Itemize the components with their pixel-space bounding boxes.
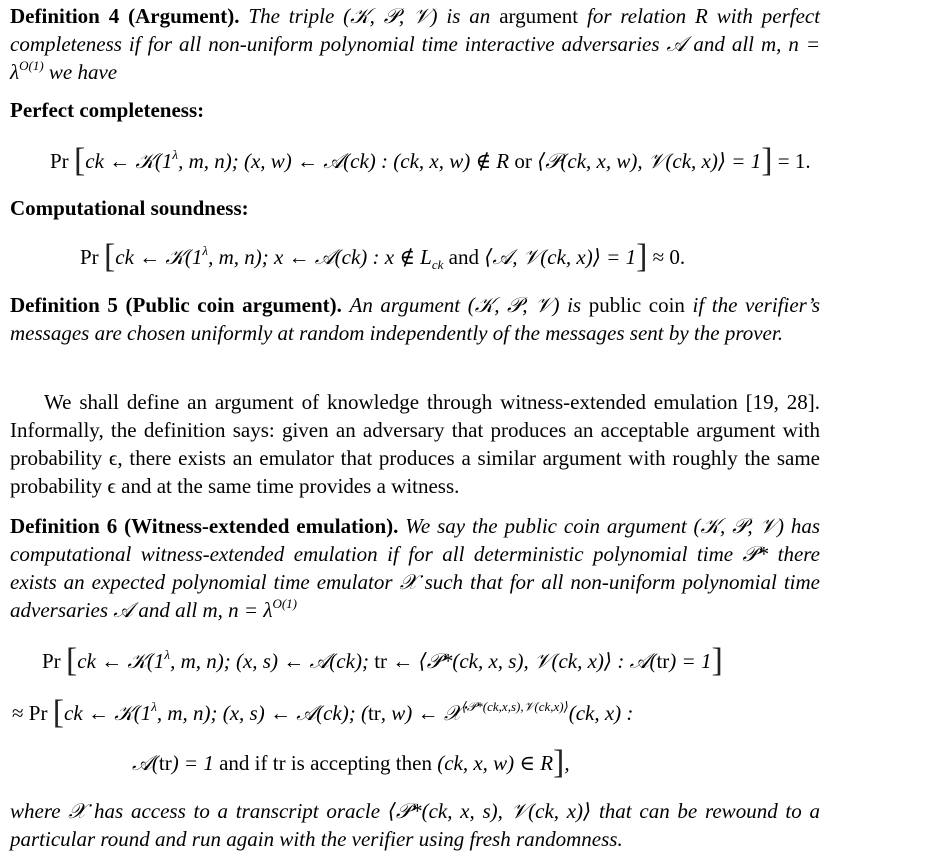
wee-line3-tr: tr xyxy=(158,751,172,775)
wee-line2-a: ck ← 𝒦(1 xyxy=(64,701,152,725)
wee-line2-oracle: ⟨𝒫*(ck,x,s),𝒱(ck,x)⟩ xyxy=(461,699,569,714)
left-bracket: [ xyxy=(73,142,86,179)
definition-5-text-b: if the verifier’s messages are chosen uniformly at random independently of the messages sent by the prover. xyxy=(10,293,821,345)
definition-5-term: public coin xyxy=(588,293,685,317)
wee-line1-b: , m, n); (x, s) ← 𝒜(ck); xyxy=(170,649,369,673)
wee-line2-lambda: λ xyxy=(151,699,157,714)
wee-line2-d: (ck, x) : xyxy=(568,701,634,725)
wee-equation-line-3 xyxy=(132,744,570,781)
soundness-tail: ≈ 0. xyxy=(652,245,686,269)
completeness-or: or xyxy=(514,149,532,173)
definition-4 xyxy=(10,2,820,86)
wee-line1-d: ) = 1 xyxy=(669,649,712,673)
right-bracket: ] xyxy=(553,744,565,781)
soundness-heading: Computational soundness: xyxy=(10,196,249,220)
wee-line3-b: ) = 1 xyxy=(171,751,214,775)
completeness-heading: Perfect completeness: xyxy=(10,98,205,122)
soundness-equation xyxy=(80,238,686,275)
right-bracket: ] xyxy=(711,642,723,679)
definition-4-text-b: for relation R with perfect completeness if for all non-uniform polynomial time interactive adversaries 𝒜 and all m, n = λ xyxy=(10,4,821,84)
right-bracket: ] xyxy=(761,142,773,179)
definition-6-label: Definition 6 xyxy=(10,514,118,538)
wee-line1-c: ← ⟨𝒫*(ck, x, s), 𝒱(ck, x)⟩ : 𝒜( xyxy=(392,649,657,673)
left-bracket: [ xyxy=(103,238,116,275)
completeness-body-2: , m, n); (x, w) ← 𝒜(ck) : (ck, x, w) ∉ R xyxy=(178,149,510,173)
wee-line2-c: , w) ← 𝒳 xyxy=(380,701,462,725)
wee-line2-tr: tr xyxy=(367,701,381,725)
closing-paragraph: where 𝒳 has access to a transcript oracle ⟨𝒫*(ck, x, s), 𝒱(ck, x)⟩ that can be rewound to a particular round and run again with the verifier using fresh randomness. xyxy=(10,799,820,851)
definition-4-text-a: The triple (𝒦, 𝒫, 𝒱) is an xyxy=(248,4,491,28)
wee-equation-line-2 xyxy=(12,694,634,731)
definition-5 xyxy=(10,291,820,347)
definition-4-exponent: O(1) xyxy=(19,58,44,73)
definition-5-text-a: An argument (𝒦, 𝒫, 𝒱) is xyxy=(349,293,582,317)
completeness-lambda: λ xyxy=(172,147,179,162)
completeness-body-1: ck ← 𝒦(1 xyxy=(85,149,173,173)
left-bracket: [ xyxy=(65,642,78,679)
wee-line3-d: (ck, x, w) ∈ R xyxy=(437,751,554,775)
wee-line3-e: , xyxy=(564,751,570,775)
definition-4-label: Definition 4 xyxy=(10,4,120,28)
definition-5-label: Definition 5 xyxy=(10,293,118,317)
wee-equation-line-1 xyxy=(42,642,723,679)
definition-6-name: (Witness-extended emulation). xyxy=(124,514,399,538)
wee-line1-tr: tr xyxy=(374,649,388,673)
wee-line2-b: , m, n); (x, s) ← 𝒜(ck); ( xyxy=(156,701,368,725)
left-bracket: [ xyxy=(52,694,65,731)
definition-5-name: (Public coin argument). xyxy=(125,293,342,317)
definition-6 xyxy=(10,512,820,624)
definition-4-term: argument xyxy=(499,4,579,28)
definition-6-text-b: if for all deterministic polynomial time 𝒫* there exists an expected polynomial time emulator 𝒳 such that for all non-uniform polynomial time adversaries 𝒜 and all m, n = λ xyxy=(10,542,820,622)
definition-6-text-a: We say the public coin argument (𝒦, 𝒫, 𝒱) has xyxy=(405,514,821,538)
wee-line3-and: and if xyxy=(219,751,268,775)
wee-line3-a: 𝒜( xyxy=(132,751,159,775)
soundness-pr: Pr xyxy=(80,245,99,269)
soundness-body-2: , m, n); x ← 𝒜(ck) : x ∉ L xyxy=(208,245,432,269)
wee-line1-pr: Pr xyxy=(42,649,61,673)
definition-6-exponent: O(1) xyxy=(272,596,297,611)
completeness-tail: = 1. xyxy=(777,149,811,173)
wee-line3-tr-2: tr xyxy=(272,751,286,775)
wee-approx: ≈ xyxy=(12,701,24,725)
definition-4-text-c: we have xyxy=(48,60,118,84)
completeness-pr: Pr xyxy=(50,149,69,173)
wee-line1-lambda: λ xyxy=(164,647,171,662)
right-bracket: ] xyxy=(636,238,648,275)
wee-line1-tr-2: tr xyxy=(656,649,670,673)
soundness-and: and xyxy=(448,245,479,269)
soundness-body-1: ck ← 𝒦(1 xyxy=(115,245,203,269)
soundness-body-3: ⟨𝒜, 𝒱(ck, x)⟩ = 1 xyxy=(484,245,637,269)
completeness-body-3: ⟨𝒫(ck, x, w), 𝒱(ck, x)⟩ = 1 xyxy=(537,149,762,173)
definition-6-term: computational witness-extended emulation xyxy=(10,542,378,566)
definition-4-name: (Argument). xyxy=(128,4,240,28)
completeness-equation xyxy=(50,142,811,179)
wee-line1-a: ck ← 𝒦(1 xyxy=(77,649,165,673)
body-paragraph: We shall define an argument of knowledge through witness-extended emulation [19, 28]. Informally, the definition says: given an adversary that produces an acceptable argument with probability ϵ, there exists an emulator that produces a similar argument with roughly the same probability ϵ and at the same time provides a witness. xyxy=(10,390,820,498)
soundness-lambda: λ xyxy=(202,243,209,258)
soundness-subscript: ck xyxy=(431,257,444,273)
wee-line3-c: is accepting then xyxy=(290,751,432,775)
wee-line2-pr: Pr xyxy=(28,701,48,725)
